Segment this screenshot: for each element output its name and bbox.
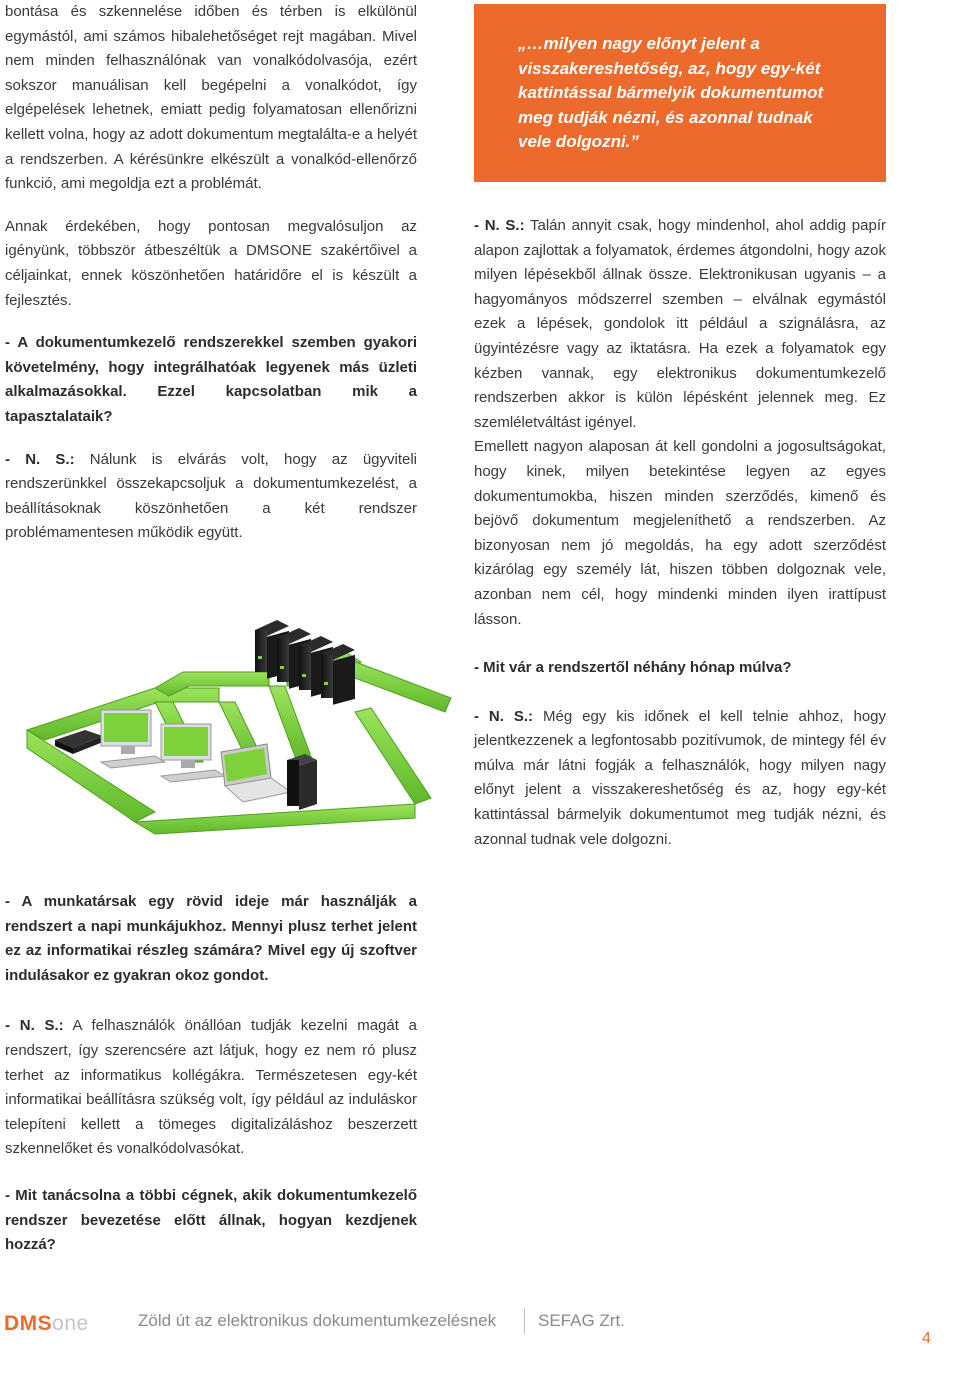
interview-answer [5, 448, 417, 546]
paragraph: bontása és szkennelése időben és térben is elkülönül egymástól, ami számos hibalehetőséget rejt magában. Mivel nem minden felhasználónak van vonalkódolvasója, ezért sokszor manuálisan kell begépelni a vonalkódot, így elgépelések lehetnek, emiatt pedig folyamatosan ellenőrizni kellett volna, hogy az adott dokumentum megtalálta-e a helyét a rendszerben. A kérésünkre elkészült a vonalkód-ellenőrző funkció, ami megoldja ezt a problémát. [5, 3, 417, 193]
desktop-computer-icon [161, 724, 225, 782]
speaker-label: - N. S.: [5, 450, 75, 468]
interview-answer [474, 214, 886, 435]
footer-title: Zöld út az elektronikus dokumentumkezelésnek [138, 1311, 497, 1330]
tower-pc-icon [287, 754, 317, 810]
interview-question: - Mit vár a rendszertől néhány hónap múlva? [474, 659, 792, 677]
server-rack-icon [255, 620, 355, 705]
interview-answer [5, 1014, 417, 1162]
answer-text: Nálunk is elvárás volt, hogy az ügyviteli rendszerünkkel összekapcsoljuk a dokumentumkezelést, a beállításoknak köszönhetően a két rendszer problémamentesen működik együtt. [5, 450, 418, 542]
page-number: 4 [922, 1330, 931, 1347]
pull-quote-box [474, 4, 886, 182]
laptop-icon [221, 744, 291, 802]
right-column [474, 214, 886, 852]
interview-question: - A munkatársak egy rövid ideje már használják a rendszert a napi munkájukhoz. Mennyi plusz terhet jelent ez az informatikai részleg számára? Mivel egy új szoftver indulásakor ez gyakran okoz gondot. [5, 893, 417, 984]
speaker-label: - N. S.: [474, 217, 525, 234]
network-illustration [5, 612, 457, 874]
footer-divider [524, 1308, 525, 1334]
answer-text: A felhasználók önállóan tudják kezelni magát a rendszert, így szerencsére azt látjuk, hogy ez nem ró plusz terhet az informatikus kollégákra. Természetesen egy-két informatikai beállításra szükség volt, így például az induláskor telepíteni kellett a tömeges digitalizáláshoz beszerzett szkennelőket és vonalkódolvasókat. [5, 1017, 417, 1158]
paragraph: Annak érdekében, hogy pontosan megvalósuljon az igényünk, többször átbeszéltük a DMSONE szakértőivel a céljainkat, ennek köszönhetően határidőre el is készült a fejlesztés. [5, 217, 417, 309]
paragraph: Emellett nagyon alaposan át kell gondolni a jogosultságokat, hogy kinek, milyen betekintése legyen az egyes dokumentumokba, hiszen minden szerződés, kimenő és bejövő dokumentum megjeleníthető a rendszerben. Az bizonyosan nem jó megoldás, ha egy adott szerződést kizárólag egy személy lát, hiszen többen dolgoznak vele, azonban nem cél, hogy mindenki minden ilyen irattípust lásson. [474, 438, 886, 628]
left-column [5, 0, 417, 546]
desktop-computer-icon [101, 710, 165, 768]
logo-one: one [52, 1312, 89, 1335]
answer-text: Talán annyit csak, hogy mindenhol, ahol addig papír alapon zajlottak a folyamatok, érdemes átgondolni, hogy azok milyen lépésekből állnak össze. Elektronikusan ugyanis – a hagyományos módszerrel szemben – elválnak egymástól ezek a lépések, gondolok itt például a szignálásra, az ügyintézésre vagy az iktatásra. Ha ezek a folyamatok egy kézben vannak, egy elektronikus dokumentumkezelő rendszerben akkor is külön lépésként jelennek meg. Ez szemléletváltást igényel. [474, 217, 887, 431]
pull-quote-text: „…milyen nagy előnyt jelent a visszakereshetőség, az, hogy egy-két kattintással bármelyik dokumentumot meg tudják nézni, és azonnal tudnak vele dolgozni.” [518, 34, 824, 151]
interview-question: - Mit tanácsolna a többi cégnek, akik dokumentumkezelő rendszer bevezetése előtt állnak, hogyan kezdjenek hozzá? [5, 1186, 417, 1254]
answer-text: Még egy kis időnek el kell telnie ahhoz, hogy jelentkezzenek a legfontosabb pozitívumok, de mintegy fél év múlva már látni fogják a felhasználók, hogy milyen nagy előnyt jelent a visszakereshetőség és az, hogy egy-két kattintással bármelyik dokumentumot meg tudják nézni, és azonnal tudnak vele dolgozni. [474, 707, 886, 848]
page-footer [0, 1296, 960, 1356]
dmsone-logo [4, 1312, 89, 1336]
interview-answer [474, 705, 886, 853]
logo-dms: DMS [4, 1312, 53, 1335]
footer-company: SEFAG Zrt. [538, 1311, 625, 1330]
speaker-label: - N. S.: [474, 707, 534, 725]
interview-question: - A dokumentumkezelő rendszerekkel szemben gyakori követelmény, hogy integrálhatóak legyenek más üzleti alkalmazásokkal. Ezzel kapcsolatban mik a tapasztalataik? [5, 334, 417, 425]
speaker-label: - N. S.: [5, 1017, 64, 1035]
bottom-left-column [5, 890, 417, 1258]
